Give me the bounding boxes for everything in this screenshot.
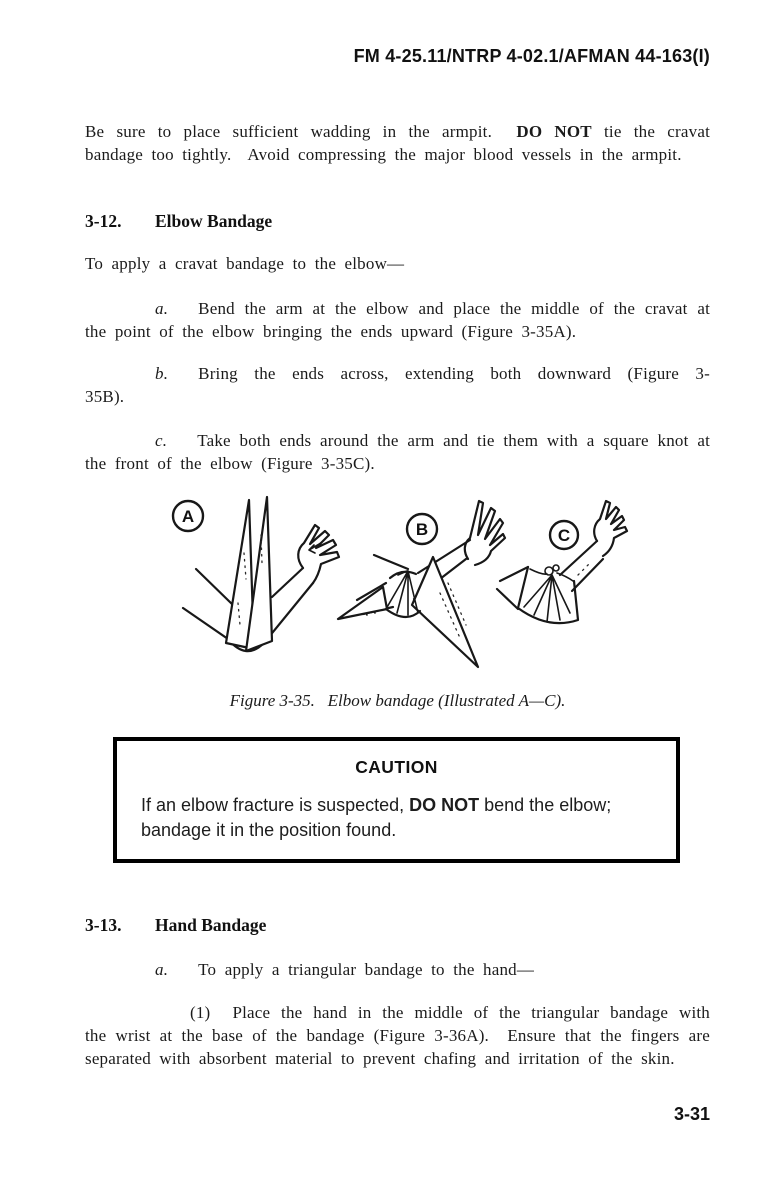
section-heading-3-12: [85, 210, 710, 233]
item-letter: b.: [155, 364, 169, 383]
item-text: Bring the ends across, extending both downward (Figure 3-: [198, 364, 710, 383]
item-text: Take both ends around the arm and tie them with a square knot at the front of the elbow (Figure 3-35C).: [85, 431, 719, 473]
item-letter: a.: [155, 960, 169, 979]
upper-arm-outline: [500, 567, 528, 581]
figure-label-b: B: [415, 520, 429, 539]
section-3-12-lead: To apply a cravat bandage to the elbow—: [85, 254, 405, 273]
caution-box: [113, 737, 680, 863]
bandage-end: [412, 557, 478, 667]
sub-item-1: [85, 1001, 719, 1070]
section-number: 3-13.: [85, 915, 122, 935]
figure-label-c: C: [557, 526, 571, 545]
item-line-2: 35B).: [85, 387, 125, 406]
list-item-a-313: [85, 958, 710, 981]
intro-text-after: tie the cravat bandage too tightly. Avoid compressing the major blood vessels in the armpit.: [85, 122, 719, 164]
caution-text-bold: DO NOT: [409, 795, 480, 815]
intro-text-bold: DO NOT: [516, 122, 592, 141]
hand-outline: [465, 501, 505, 565]
hand-outline: [594, 501, 627, 556]
hand-outline: [298, 525, 339, 583]
caution-text-before: If an elbow fracture is suspected,: [141, 795, 410, 815]
caution-body: [141, 793, 654, 843]
arm-illustration-b: [338, 501, 505, 667]
arm-illustration-a: [173, 497, 339, 651]
forearm-outline: [272, 568, 303, 597]
caution-text-after: bend the elbow; bandage it in the position found.: [141, 795, 612, 840]
bandage-top-edge: [390, 572, 416, 578]
list-item-a: [85, 297, 719, 343]
forearm-outline: [572, 559, 603, 591]
figure-label-a: A: [181, 507, 195, 526]
forearm-outline: [418, 540, 470, 573]
bandage-end: [338, 587, 387, 619]
sub-item-number: (1): [190, 1003, 211, 1022]
upper-arm-outline: [196, 569, 234, 606]
sub-item-text: Place the hand in the middle of the triangular bandage with the wrist at the base of the bandage (Figure 3-36A). Ensure that the fingers are separated with absorbent material to prevent chafing and irritation of the skin.: [85, 1003, 719, 1068]
section-title: Hand Bandage: [155, 915, 267, 935]
item-line-1: [85, 362, 710, 385]
item-letter: a.: [155, 299, 169, 318]
caution-title: CAUTION: [355, 757, 438, 777]
section-title: Elbow Bandage: [155, 211, 273, 231]
list-item-b: [85, 362, 710, 408]
item-letter: c.: [155, 431, 168, 450]
upper-arm-outline: [183, 608, 228, 639]
page-number: 3-31: [673, 1104, 710, 1124]
square-knot: [553, 565, 559, 571]
square-knot: [545, 567, 553, 575]
bandage-bottom-edge: [386, 609, 420, 617]
figure-3-35-illustration: [150, 483, 710, 683]
item-text: To apply a triangular bandage to the hand—: [198, 960, 535, 979]
arm-illustration-c: [497, 501, 627, 623]
section-heading-3-13: [85, 914, 710, 937]
bandage-edge: [374, 555, 408, 569]
list-item-c: [85, 429, 719, 475]
page-content: [85, 0, 719, 1125]
figure-caption: Figure 3-35. Elbow bandage (Illustrated A—C).: [229, 691, 566, 710]
section-number: 3-12.: [85, 211, 122, 231]
document-header: FM 4-25.11/NTRP 4-02.1/AFMAN 44-163(I): [353, 46, 710, 66]
upper-arm-outline: [497, 589, 518, 609]
item-text: Bend the arm at the elbow and place the middle of the cravat at the point of the elbow bringing the ends upward (Figure 3-35A).: [85, 299, 719, 341]
intro-paragraph: [85, 120, 719, 166]
intro-text-before: Be sure to place sufficient wadding in the armpit.: [85, 122, 517, 141]
